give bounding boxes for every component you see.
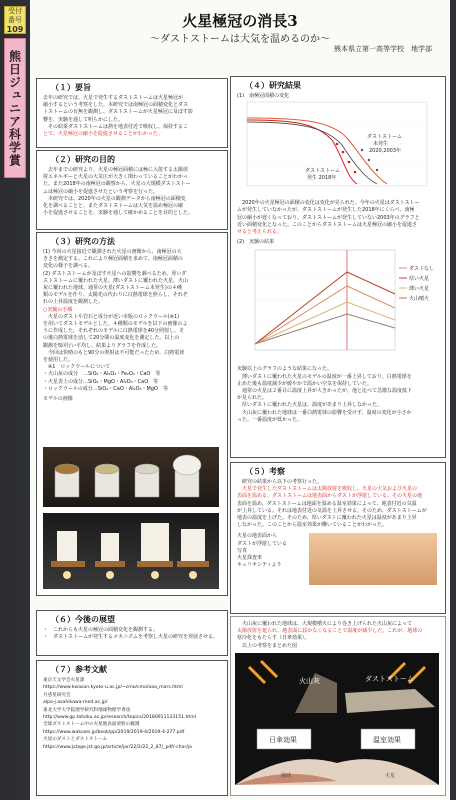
dust-photo-block <box>237 533 439 585</box>
badge-number: 109 <box>6 25 24 34</box>
abstract-text: 去年の研究では、火星で発生するダストストームは火星極冠が 縮小するという考察をした。本研究では南極冠の面積変化とダス トストームの有無を観測し、ダストストームが火星極冠に及ぼす影 響を、実験を通して明らかにした。 その結果ダストストームは熱を地表付近で吸収し、保持するこ とで、火星極冠の縮小を促進させることがわかった。 <box>43 95 193 138</box>
award-ribbon: 熊日ジュニア科学賞 <box>4 38 26 178</box>
section-abstract <box>36 78 228 148</box>
photo-caption: 火星の地表面から ダストが浮遊している 写真 火星探査車 キュリオシティより <box>237 533 288 569</box>
section-heading: （３）研究の方法 <box>51 237 115 246</box>
section-method <box>36 232 228 596</box>
chart2-title: (2) 実験の結果 <box>237 239 275 246</box>
model-photo-lamps <box>43 513 219 589</box>
poster <box>30 0 450 800</box>
badge-label: 受付番号 <box>8 7 22 24</box>
section-references <box>36 660 228 796</box>
section-purpose <box>36 150 228 230</box>
poster-subtitle: 〜ダストストームは大気を温めるのか〜 <box>150 34 330 45</box>
method-text: (1) 今回の火星接近で観測された火星の画像から、南極冠の大 きさを測定する。これにより極冠面積を求めて、南極冠面積の 変化の様子を調べる。 (2) ダストストームが及ぼす火星への影響を調べるため、厚いダ ストストームに覆われた火星、薄いダストに覆われた火星、火山 灰に覆われた地球、通常の火星(ダストストーム未発生)の４種 類のモデルを作り、太陽光の代わりに白熱電球を照らし、それぞ れの上昇温度を観測した。 ○実験の手順 火星のダストや岩石と成分が近い市販のロックウール(※1) を用いてダストモデルとした。４種類のモデルを以下の画像のよ うに作成した。それぞれのモデルに白熱電球を40分照射し、そ の後白熱電球を消して20分間の温度変化を測定した。以上の 観測を5回行い平均し、結果よりグラフを作成した。 今回は快晴のもと90分の照射は不可能だったため、白熱電球 を使用した。 ※1 ロックウールについて ・火山灰の成分 …SiO₂・Al₂O₃・Fe₂O₃・CaO 等 ・火星表土の成分…SiO₂・MgO・Al₂O₃・CaO 等 ・ロックウールの成分…SiO₂・CaO・Al₂O₃・MgO 等 モデルの画像 <box>43 249 221 403</box>
section-heading: （２）研究の目的 <box>51 155 115 164</box>
legend-item: 厚い火星 <box>409 276 430 283</box>
discussion-extra-text: 火山灰に覆われた地球は、大規模噴火により巻き上げられた火山灰によって 太陽放射を遮られ、地表面に届かなくなることで温度が減少した。これが、地球の 寒冷化をもたらす（日傘効果）。 以上の考察をまとめた図 <box>237 621 423 649</box>
outlook-text: ・ これからも火星の極冠の面積変化を観測する。 ・ ダストストームが発生するメカニズムを考察し火星の研究を発展させる。 <box>43 627 218 641</box>
mars-surface-photo <box>309 533 437 585</box>
references-list: 東京天文学会火星課 https://www.kwasan.kyoto-u.ac.jp/~cmo/cmo/oaa_mars.html 月惑星研究会 alpo-j.asahikawa-med.ac.jp/ 東北大学大学院理学研究科地球物理学専攻 http://www.gp.tohoku.ac.jp/research/topics/20180911133151.html 全球ダストストーム中の火星地表面放射の観測 https://www.wakusei.jp/book/pp/2019/2019-4/2019-4-277.pdf 火星のダストとダストストーム https://www.jstage.jst.go.jp/article/jar/22/2/22_2_87/_pdf/-char/ja <box>43 678 196 750</box>
section-outlook <box>36 610 228 656</box>
entry-number-badge <box>4 6 26 34</box>
results-paragraph-2: 実験以上のグラフのような結果になった。 薄いダストに覆われた火星のモデルの温度が一番上昇しており、白熱電球を 止めた後も温度減少が緩やかで温かい空気を保持していた。 通常の火星は２番目に温度上昇が大きかったが、他と比べて急激な温度低下 が見られた。 厚いダストに覆われた火星は、温度があまり上昇しなかった。 火山灰に覆われた地球は一番白熱電球の影響を受けず、温度の変化が小さか った。一番温度が低かった。 <box>237 366 413 423</box>
section-discussion <box>230 462 446 614</box>
legend-item: 薄い火星 <box>409 286 430 293</box>
chart1-title: (1) 南極冠面積の変化 <box>237 93 290 99</box>
polar-cap-area-chart <box>237 100 437 196</box>
section-heading: （５）考察 <box>245 467 285 476</box>
model-images-label: モデルの画像 <box>43 396 73 403</box>
school-name: 熊本県立第一高等学校 地学部 <box>334 45 432 53</box>
chart1-label: 未発生 <box>373 141 389 148</box>
diagram-label: ダストストーム <box>365 674 414 683</box>
chart1-label: ダストストーム <box>367 134 402 141</box>
discussion-text: 研究の結果から以下の考察行った。 火星で発生したダストストームは太陽放射を吸収し、火星の大気および火星の 表面を温める。ダストストームは地表面からダストが浮遊している。その火星の地 表面を温め、ダストストームは地面を温める温室効果によって、地表付近の気温 が上昇している。それは地表付近の気温を上昇させる。そのため、ダストストームが 地表の温度を上げた。そのため、厚いダストに覆われた火星は温度があまり上昇 しなかった。このことから温室効果が働いていることがわかった。 <box>237 479 427 529</box>
diagram-label: 温室効果 <box>373 735 401 744</box>
diagram-label: 地球 <box>281 772 292 779</box>
section-discussion-diagram <box>230 616 446 796</box>
purpose-text: 去年までの研究より、火星の極冠面積には極に入射する太陽放 射エネルギーと火星の大気圧が大きく関わっていることがわかっ た。また2018年の南極冠の観察から、火星の大規模ダストストー ムは極冠の縮小を促進させたという考察を行った。 本研究では、2020年の火星の観測データから南極冠の面積変 化を調べることと、またダストストームは大気を温め極冠の縮 小を促進させることを、実験を通して確かめることを目的とした。 <box>43 167 194 217</box>
effects-diagram <box>235 653 439 785</box>
section-heading: （７）参考文献 <box>51 665 107 674</box>
temperature-chart <box>237 246 437 362</box>
legend-item: ダストなし <box>409 266 435 273</box>
chart1-label: 2020,2003年 <box>369 148 402 155</box>
model-photo-cups <box>43 447 219 507</box>
results-paragraph-1: 2020年の火星極冠の面積の変化は変化が見られた。今年の火星はダストストー ムが発生していなかったが、ダストストームが発生した2018年にくらべ、南極 冠の縮小が遅くなっており、ダストストームが発生していない2003年のグラフと 近い面積変化となった。このことからダストストームは火星極冠の縮小を促進さ せると考えられる。 <box>237 200 420 236</box>
section-heading: （４）研究結果 <box>245 81 301 90</box>
chart1-label: 発生 2018年 <box>307 175 337 182</box>
section-heading: （１）要旨 <box>51 83 91 92</box>
section-heading: （６）今後の展望 <box>51 615 115 624</box>
diagram-label: 日傘効果 <box>269 735 297 744</box>
diagram-label: 火星 <box>385 772 396 779</box>
diagram-label: 火山灰 <box>299 676 320 685</box>
chart1-label: ダストストーム <box>305 168 340 175</box>
poster-title: 火星極冠の消長3 <box>182 12 298 30</box>
section-results <box>230 76 446 458</box>
legend-item: 火山噴火 <box>409 296 430 303</box>
